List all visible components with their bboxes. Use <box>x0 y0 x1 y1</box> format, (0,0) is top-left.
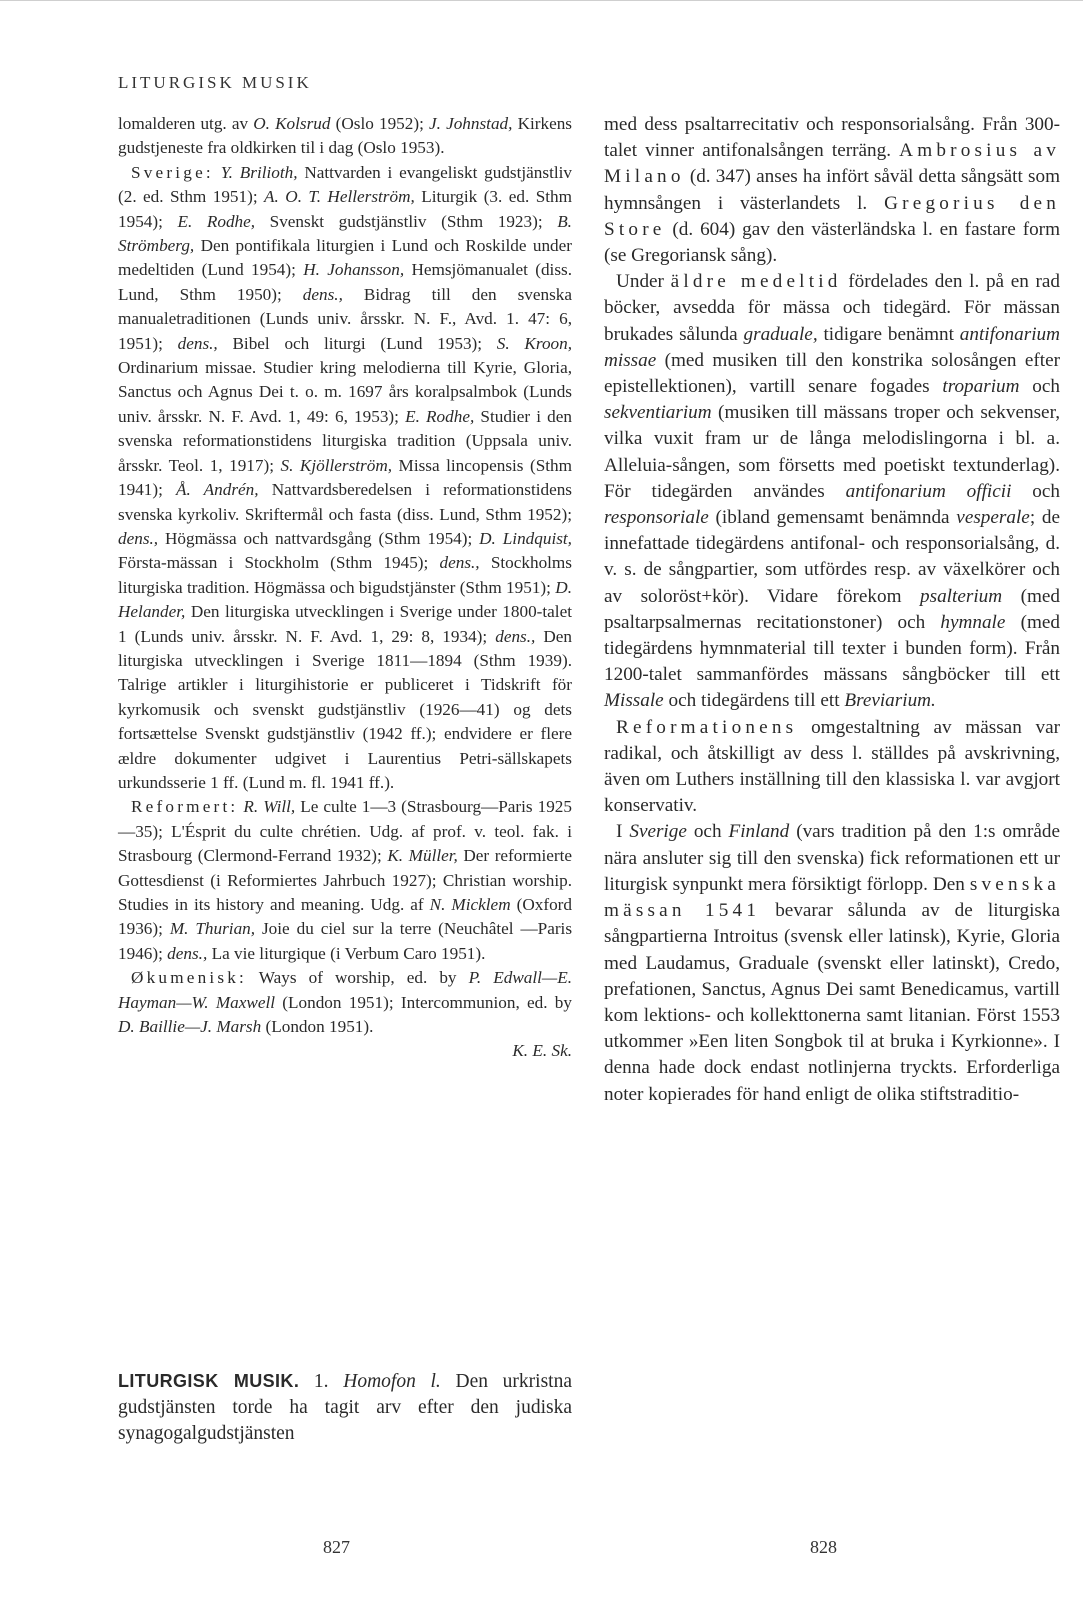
page-number-left: 827 <box>323 1537 350 1557</box>
section-label-ecumenical: Økumenisk: <box>131 968 248 988</box>
top-rule <box>0 0 1083 1</box>
right-column-text <box>604 112 1060 1108</box>
page-number-right: 828 <box>810 1537 837 1557</box>
paragraph-sweden-finland: I Sverige och Finland (vars tradition på den 1:s område nära ansluter sig till den svenska) fick reformationen ett ur liturgisk synpunkt mera försiktigt förlopp. Den svenska mässan 1541 bevarar sålunda av de liturgiska sångpartierna Introitus (svensk eller latinsk), Kyrie, Gloria med Laudamus, Graduale (svenskt eller latinskt), Credo, prefationen, Sanctus, Agnus Dei samt Benedicamus, vartill kom lektions- och kollekttonerna samt litanian. Först 1553 utkommer »Een liten Songbok til at bruka i Kyrkionne». I denna hade dock endast notlinjerna tryckts. Erforderliga noter kopierades för hand enligt de olika stiftstraditio- <box>604 821 1061 1105</box>
bibliography-reformed: Reformert: R. Will, Le culte 1—3 (Strasbourg—Paris 1925—35); L'Ésprit du culte chrétien. Udg. af prof. v. teol. fak. i Strasbourg (Clermond-Ferrand 1932); K. Müller, Der reformierte Gottesdienst (i Reformiertes Jahrbuch 1927); Christian worship. Studies in its history and meaning. Udg. af N. Micklem (Oxford 1936); M. Thurian, Joie du ciel sur la terre (Neuchâtel —Paris 1946); dens., La vie liturgique (i Verbum Caro 1951). <box>118 797 573 963</box>
bibliography-sweden: Sverige: Y. Brilioth, Nattvarden i evangeliskt gudstjänstliv (2. ed. Sthm 1951); A. O. T. Hellerström, Liturgik (3. ed. Sthm 1954); E. Rodhe, Svenskt gudstjänstliv (Sthm 1923); B. Strömberg, Den pontifikala liturgien i Lund och Roskilde under medeltiden (Lund 1954); H. Johansson, Hemsjömanualet (diss. Lund, Sthm 1950); dens., Bidrag till den svenska manualetraditionen (Lunds univ. årsskr. N. F., Avd. 1. 47: 6, 1951); dens., Bibel och liturgi (Lund 1953); S. Kroon, Ordinarium missae. Studier kring melodierna till Kyrie, Gloria, Sanctus och Agnus Dei t. o. m. 1697 års koralpsalmbok (Lunds univ. årsskr. N. F. Avd. 1, 49: 6, 1953); E. Rodhe, Studier i den svenska reformationstidens liturgiska tradition (Uppsala univ. årsskr. Teol. 1, 1917); S. Kjöllerström, Missa lincopensis (Sthm 1941); Å. Andrén, Nattvardsberedelsen i reformationstidens svenska kyrkoliv. Skriftermål och fasta (diss. Lund, Sthm 1952); dens., Högmässa och nattvardsgång (Sthm 1954); D. Lindquist, Första-mässan i Stockholm (Sthm 1945); dens., Stockholms liturgiska tradition. Högmässa och bigudstjänster (Sthm 1951); D. Helander, Den liturgiska utvecklingen i Sverige under 1800-talet 1 (Lunds univ. årsskr. N. F. Avd. 1, 29: 8, 1934); dens., Den liturgiska utvecklingen i Sverige 1811—1894 (Sthm 1939). Talrige artikler i liturgihistorie er publiceret i Tidskrift för kyrkomusik och svenskt gudstjänstliv (1926—41) og dets fortsættelse Svenskt gudstjänstliv (1942 ff.); endvidere er flere ældre dokumenter udgivet i Laurentius Petri-sällskapets urkundsserie 1 ff. (Lund m. fl. 1941 ff.). <box>118 162 573 792</box>
article-headword: LITURGISK MUSIK. <box>118 1371 300 1391</box>
author-signature: K. E. Sk. <box>512 1041 572 1061</box>
paragraph-early-church: med dess psaltarrecitativ och responsorialsång. Från 300-talet vinner antifonalsången terräng. Ambrosius av Milano (d. 347) anses ha infört såväl detta sångsätt som hymnsången i västerlandets l. Gregorius den Store (d. 604) gav den västerländska l. en fastare form (se Gregoriansk sång). <box>604 114 1060 267</box>
section-label-reformed: Reformert: <box>131 797 239 817</box>
section-label-sweden: Sverige: <box>131 162 214 182</box>
left-column-bibliography <box>118 112 572 1064</box>
paragraph-middle-ages: Under äldre medeltid fördelades den l. på en rad böcker, avsedda för mässa och tidegärd. För mässan brukades sålunda graduale, tidigare benämnt antifonarium missae (med musiken till den konstrika solosången efter epistellektionen), vartill senare fogades troparium och sekventiarium (musiken till mässans troper och sekvenser, vilka vuxit fram ur de långa melodislingorna i bl. a. Alleluia-sången, som försetts med poetiskt textunderlag). För tidegärden användes antifonarium officii och responsoriale (ibland gemensamt benämnda vesperale; de innefattade tidegärdens antifonal- och responsorialsång, d. v. s. de sångpartier, som utfördes resp. av växelkörer och av soloröst+kör). Vidare förekom psalterium (med psaltarpsalmernas recitationstoner) och hymnale (med tidegärdens hymnmaterial till texter i bunden form). Från 1200-talet sammanfördes mässans sångböcker till ett Missale och tidegärdens till ett Breviarium. <box>604 271 1060 712</box>
bibliography-norway: lomalderen utg. av O. Kolsrud (Oslo 1952); J. Johnstad, Kirkens gudstjeneste fra oldkirken til i dag (Oslo 1953). <box>118 114 572 158</box>
bibliography-ecumenical: Økumenisk: Ways of worship, ed. by P. Edwall—E. Hayman—W. Maxwell (London 1951); Intercommunion, ed. by D. Baillie—J. Marsh (London 1951). K. E. Sk. <box>118 966 572 1064</box>
article-liturgisk-musik: LITURGISK MUSIK. 1. Homofon l. Den urkristna gudstjänsten torde ha tagit arv efter den judiska synagogalgudstjänsten <box>118 1371 573 1444</box>
paragraph-reformation: Reformationens omgestaltning av mässan var radikal, och åtskilligt av dess l. ställdes på avskrivning, även om Luthers inställning till den klassiska l. var avgjort konservativ. <box>604 716 1060 817</box>
running-head: LITURGISK MUSIK <box>118 73 312 92</box>
